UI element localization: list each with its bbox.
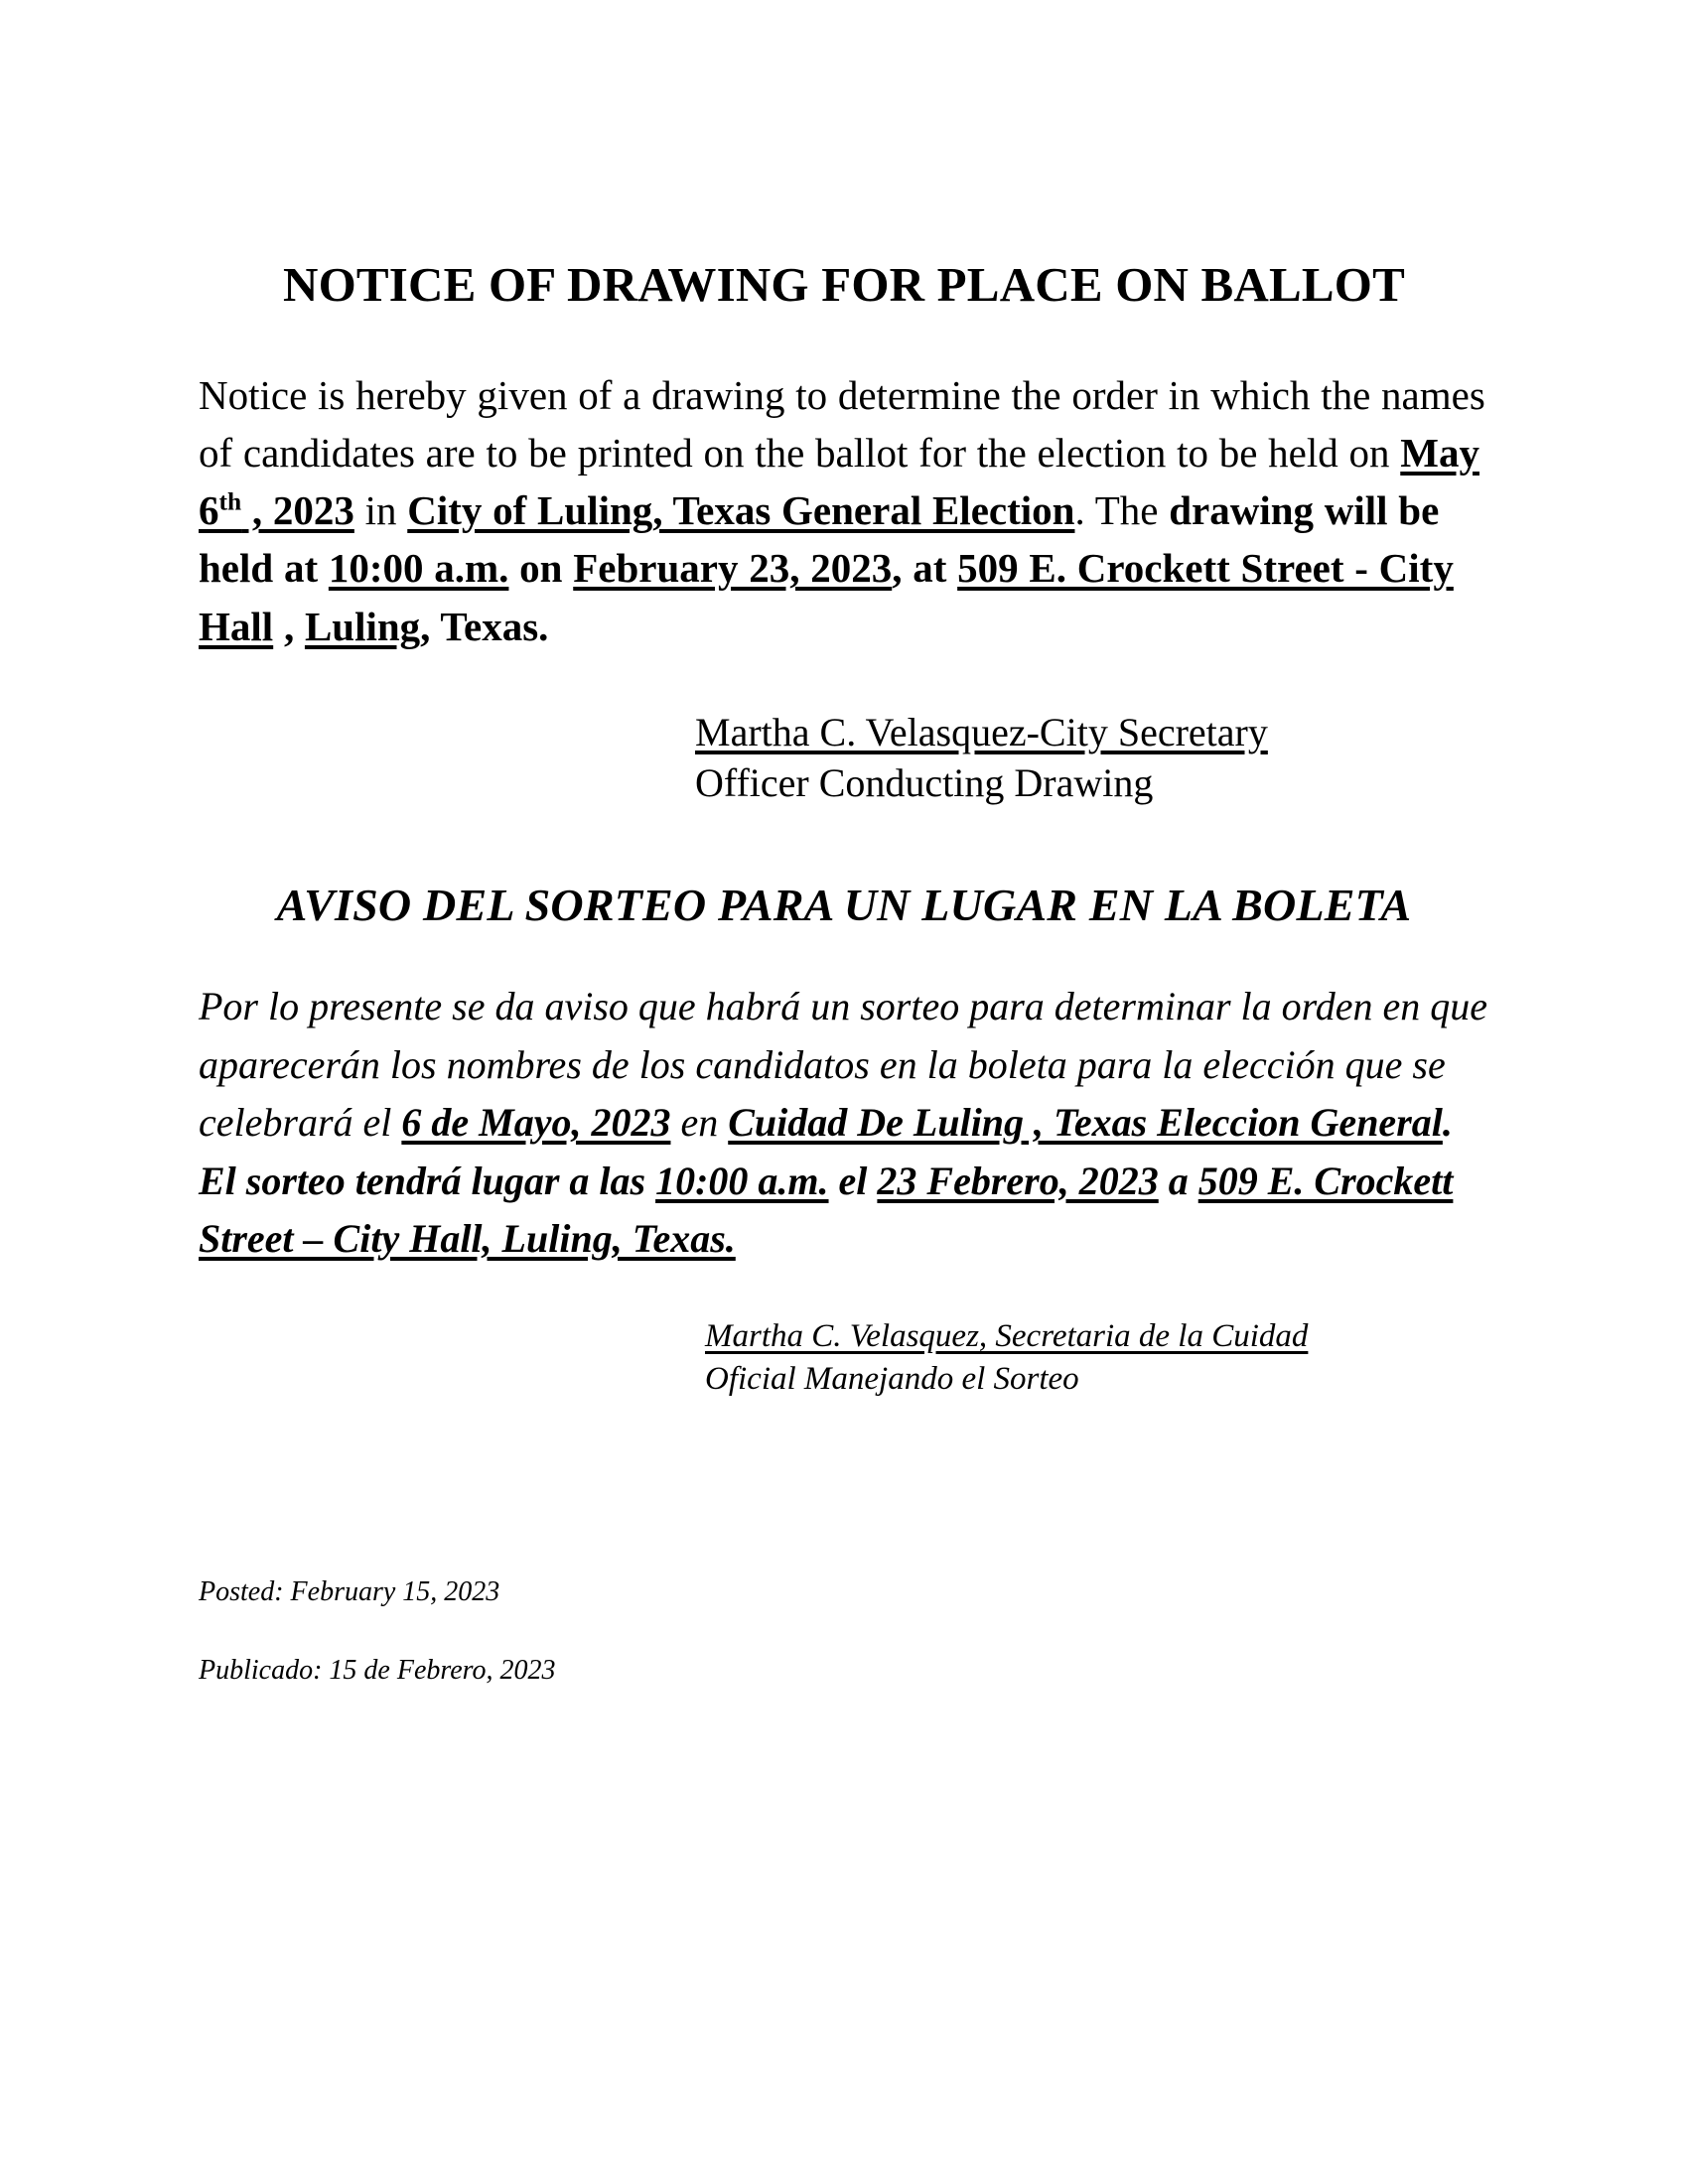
english-signer-name: Martha C. Velasquez-City Secretary: [695, 709, 1268, 754]
english-election-date-text: May 6: [199, 430, 1479, 534]
spanish-election-name: Cuidad De Luling , Texas Eleccion General: [728, 1100, 1443, 1146]
english-signer-role: Officer Conducting Drawing: [695, 760, 1154, 806]
english-drawing-city: Luling: [304, 603, 421, 649]
document-content: [199, 0, 1489, 1689]
english-election-date-ordinal: th: [218, 487, 242, 516]
english-location-comma: ,: [273, 603, 305, 649]
posted-date-spanish: Publicado: 15 de Febrero, 2023: [199, 1654, 556, 1686]
english-the-word: The: [1094, 487, 1170, 534]
english-election-name: City of Luling, Texas General Election: [407, 487, 1075, 534]
spanish-election-date: 6 de Mayo, 2023: [401, 1100, 671, 1146]
spanish-el-word: El: [199, 1158, 246, 1203]
spanish-signature-block: [199, 1268, 1489, 1401]
spanish-connector-en: en: [670, 1100, 729, 1146]
english-drawing-time: 10:00 a.m.: [328, 545, 509, 592]
spanish-signer-role: Oficial Manejando el Sorteo: [705, 1361, 1079, 1398]
english-drawing-state: , Texas.: [420, 603, 549, 649]
spanish-period-separator: .: [1442, 1100, 1453, 1146]
english-drawing-phrase: drawing will be held at: [199, 487, 1440, 592]
english-drawing-location: 509 E. Crockett Street - City Hall: [199, 545, 1454, 649]
english-on-word: on: [508, 545, 574, 592]
english-drawing-date: February 23, 2023: [573, 545, 893, 592]
spanish-sorteo-phrase: sorteo tendrá lugar a las: [245, 1158, 656, 1203]
spanish-lead-text: Por lo presente se da aviso que habrá un sorteo para determinar la orden en que aparecerán los nombres de los candidatos en la boleta para la elección que se celebrará el: [199, 984, 1487, 1146]
spanish-el-word-2: el: [828, 1158, 878, 1203]
spanish-sorteo-location: 509 E. Crockett Street – City Hall, Luling, Texas.: [199, 1158, 1454, 1262]
spanish-body-paragraph: [199, 932, 1489, 1268]
spanish-sorteo-time: 10:00 a.m.: [655, 1158, 829, 1203]
english-signature-block: [199, 655, 1489, 808]
english-at-word: , at: [892, 545, 958, 592]
spanish-a-word: a: [1158, 1158, 1198, 1203]
english-connector-in: in: [353, 487, 408, 534]
english-period-separator: .: [1074, 487, 1095, 534]
posted-date-english: Posted: February 15, 2023: [199, 1576, 500, 1608]
english-body-paragraph: [199, 314, 1489, 655]
spanish-title: AVISO DEL SORTEO PARA UN LUGAR EN LA BOLETA: [276, 880, 1412, 931]
english-title: NOTICE OF DRAWING FOR PLACE ON BALLOT: [283, 257, 1405, 312]
english-lead-text: Notice is hereby given of a drawing to determine the order in which the names of candidates are to be printed on the ballot for the election to be held on: [199, 371, 1485, 477]
spanish-sorteo-date: 23 Febrero, 2023: [877, 1158, 1159, 1203]
spanish-signer-name: Martha C. Velasquez, Secretaria de la Cuidad: [705, 1318, 1309, 1355]
english-election-date-year: , 2023: [241, 487, 354, 534]
